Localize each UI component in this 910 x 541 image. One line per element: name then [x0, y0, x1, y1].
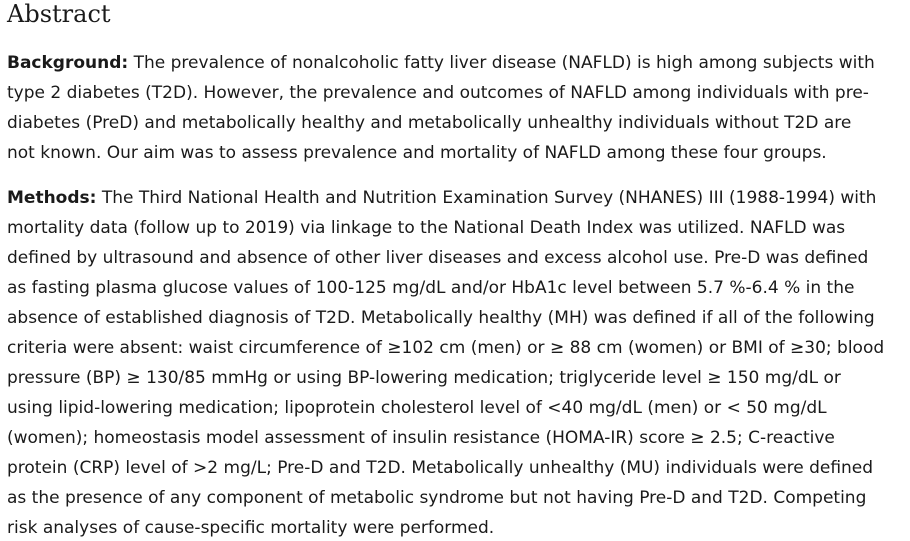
- paragraph-line: mortality data (follow up to 2019) via linkage to the National Death Index was utilized. NAFLD was: [7, 218, 846, 238]
- paragraph-line: [7, 183, 884, 213]
- paragraph-line: as fasting plasma glucose values of 100-125 mg/dL and/or HbA1c level between 5.7 %-6.4 % in the: [7, 278, 855, 298]
- methods-paragraph: [7, 183, 884, 541]
- paragraph-line: defined by ultrasound and absence of other liver diseases and excess alcohol use. Pre-D was defined: [7, 248, 869, 268]
- paragraph-line: using lipid-lowering medication; lipoprotein cholesterol level of <40 mg/dL (men) or < 50 mg/dL: [7, 398, 827, 418]
- methods-label: Methods:: [7, 188, 97, 208]
- paragraph-line: protein (CRP) level of >2 mg/L; Pre-D and T2D. Metabolically unhealthy (MU) individuals were defined: [7, 458, 874, 478]
- paragraph-line: [7, 48, 875, 78]
- paragraph-line: (women); homeostasis model assessment of insulin resistance (HOMA-IR) score ≥ 2.5; C-reactive: [7, 428, 835, 448]
- paragraph-line: risk analyses of cause-specific mortality were performed.: [7, 518, 495, 538]
- background-line-text: The prevalence of nonalcoholic fatty liver disease (NAFLD) is high among subjects with: [128, 53, 875, 73]
- paragraph-line: absence of established diagnosis of T2D. Metabolically healthy (MH) was defined if all of the following: [7, 308, 875, 328]
- background-paragraph: [7, 48, 875, 168]
- paragraph-line: pressure (BP) ≥ 130/85 mmHg or using BP-lowering medication; triglyceride level ≥ 150 mg/dL or: [7, 368, 841, 388]
- paragraph-line: type 2 diabetes (T2D). However, the prevalence and outcomes of NAFLD among individuals with pre-: [7, 83, 869, 103]
- methods-line-text: The Third National Health and Nutrition Examination Survey (NHANES) III (1988-1994) with: [96, 188, 877, 208]
- abstract-heading: Abstract: [7, 0, 111, 28]
- background-label: Background:: [7, 53, 129, 73]
- paragraph-line: criteria were absent: waist circumference of ≥102 cm (men) or ≥ 88 cm (women) or BMI of ≥30; blood: [7, 338, 885, 358]
- paragraph-line: as the presence of any component of metabolic syndrome but not having Pre-D and T2D. Competing: [7, 488, 867, 508]
- paragraph-line: not known. Our aim was to assess prevalence and mortality of NAFLD among these four groups.: [7, 143, 827, 163]
- paragraph-line: diabetes (PreD) and metabolically healthy and metabolically unhealthy individuals without T2D are: [7, 113, 852, 133]
